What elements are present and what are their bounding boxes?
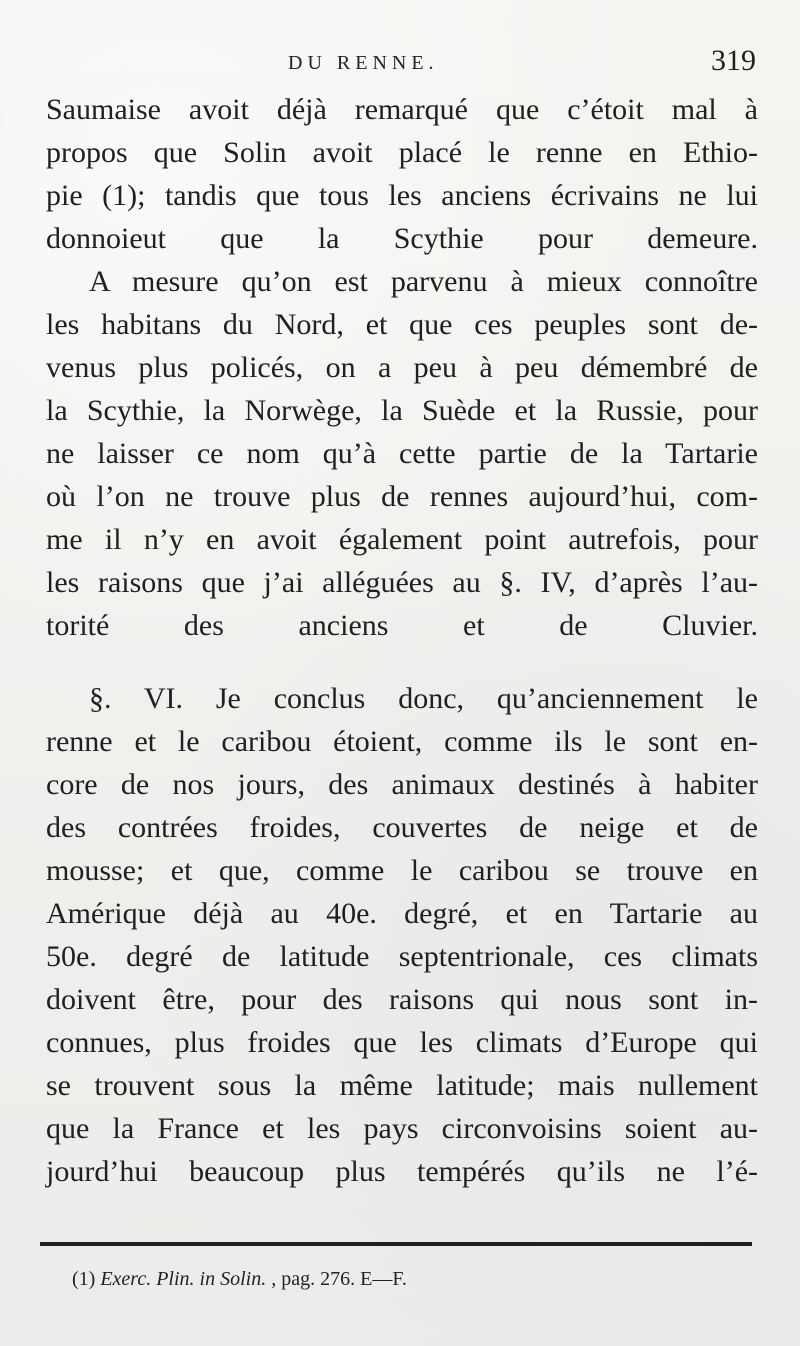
text-line: doivent être, pour des raisons qui nous sont in- — [46, 983, 758, 1016]
text-line: les habitans du Nord, et que ces peuples sont de- — [46, 308, 758, 341]
footnote — [72, 1268, 407, 1291]
text-line: torité des anciens et de Cluvier. — [46, 609, 758, 642]
text-line: ne laisser ce nom qu’à cette partie de la Tartarie — [46, 437, 758, 470]
footnote-marker: (1) — [72, 1268, 96, 1290]
text-line: pie (1); tandis que tous les anciens écrivains ne lui — [46, 179, 758, 212]
text-line: des contrées froides, couvertes de neige et de — [46, 811, 758, 844]
text-line: A mesure qu’on est parvenu à mieux connoître — [89, 265, 758, 298]
main-text-block — [46, 88, 758, 1193]
section-heading-line: §. VI. Je conclus donc, qu’anciennement le — [89, 682, 758, 715]
page-number: 319 — [711, 44, 756, 77]
text-line: la Scythie, la Norwège, la Suède et la Russie, pour — [46, 394, 758, 427]
text-line: venus plus policés, on a peu à peu démembré de — [46, 351, 758, 384]
text-line: se trouvent sous la même latitude; mais nullement — [46, 1069, 758, 1102]
page-header — [0, 42, 800, 82]
text-line: où l’on ne trouve plus de rennes aujourd’hui, com- — [46, 480, 758, 513]
text-line: core de nos jours, des animaux destinés à habiter — [46, 768, 758, 801]
text-line: donnoieut que la Scythie pour demeure. — [46, 222, 758, 255]
text-line: connues, plus froides que les climats d’Europe qui — [46, 1026, 758, 1059]
text-line: les raisons que j’ai alléguées au §. IV, d’après l’au- — [46, 566, 758, 599]
text-line: Saumaise avoit déjà remarqué que c’étoit mal à — [46, 93, 758, 126]
running-head: DU RENNE. — [288, 52, 439, 74]
footnote-rest-text: , pag. 276. E—F. — [271, 1268, 407, 1290]
text-line: renne et le caribou étoient, comme ils le sont en- — [46, 725, 758, 758]
text-line: Amérique déjà au 40e. degré, et en Tartarie au — [46, 897, 758, 930]
text-line: 50e. degré de latitude septentrionale, ces climats — [46, 940, 758, 973]
footnote-italic-text: Exerc. Plin. in Solin. — [100, 1268, 267, 1290]
text-line: propos que Solin avoit placé le renne en Ethio- — [46, 136, 758, 169]
text-line: que la France et les pays circonvoisins soient au- — [46, 1112, 758, 1145]
text-line: mousse; et que, comme le caribou se trouve en — [46, 854, 758, 887]
footnote-separator-rule — [40, 1242, 752, 1246]
text-line: jourd’hui beaucoup plus tempérés qu’ils ne l’é- — [46, 1155, 758, 1188]
text-line: me il n’y en avoit également point autrefois, pour — [46, 523, 758, 556]
